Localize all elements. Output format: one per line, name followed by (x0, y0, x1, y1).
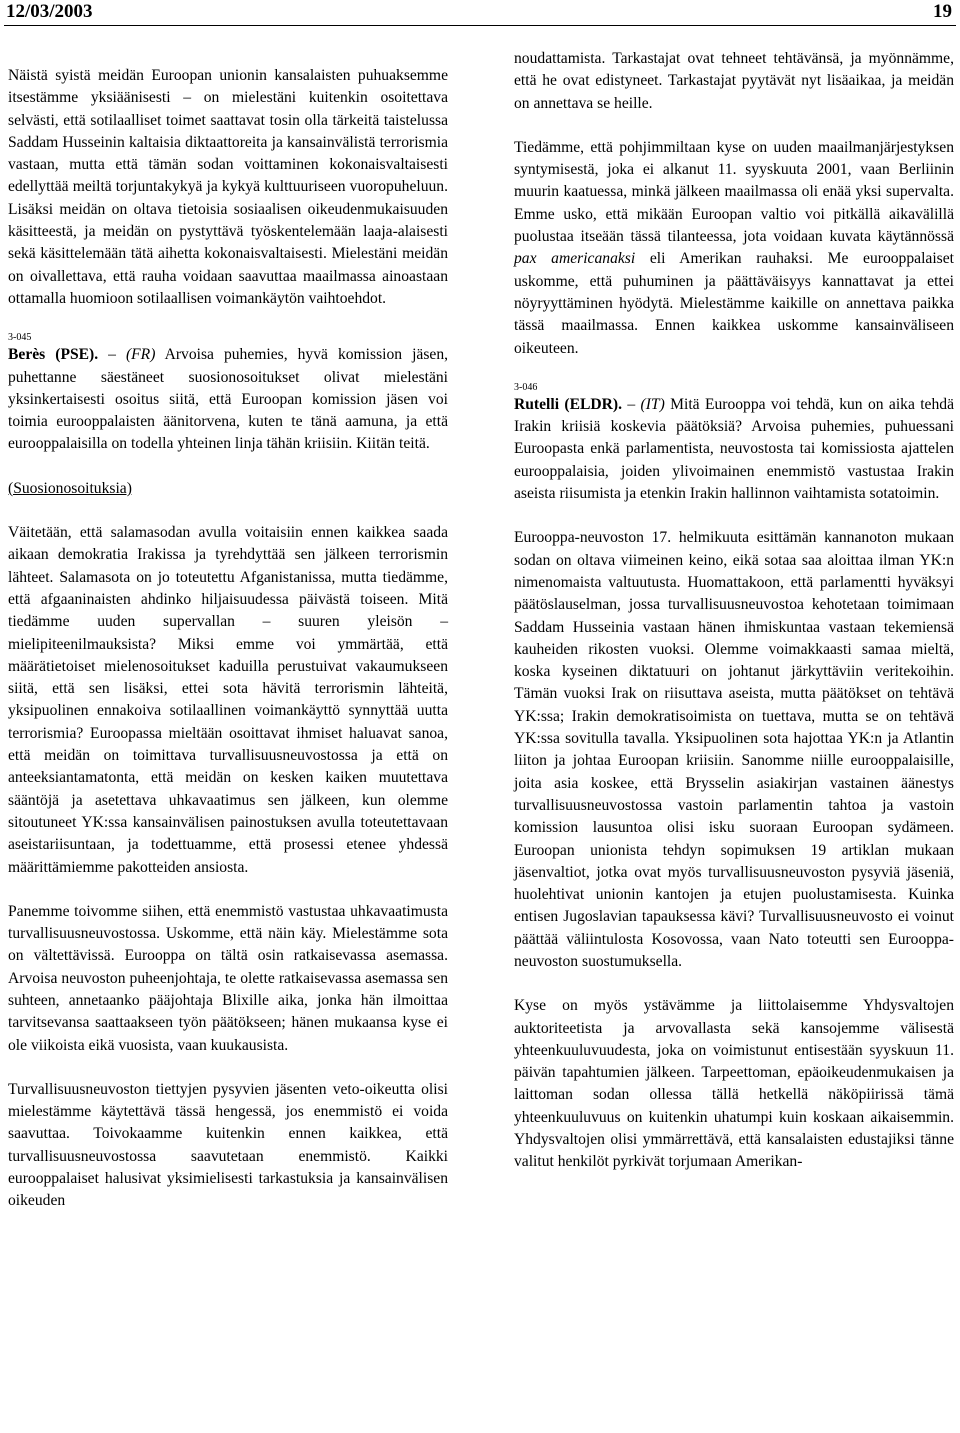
language-tag: (IT) (640, 395, 665, 413)
paragraph (514, 137, 954, 360)
paragraph: Väitetään, että salamasodan avulla voitaisiin ennen kaikkea saada aikaan demokratia Irakissa ja tyrehdyttää sen jälkeen terrorismin lähteet. Salamasota on jo toteutettu Afganistanissa, mutta tiedämme, että afgaaninaisten ahdinko hiljaisuudessa päivästä toiseen. Mitä tiedämme uuden supervallan – suuren yleisön – mielipiteenilmauksista? Miksi emme voi ymmärtää, että määrätietoiset mielenosoitukset kaduilla perustuivat vakaumukseen siitä, että sen lisäksi, ettei sota hävitä terrorismin lähteitä, yksipuolinen ennakoiva sotilaallinen voimankäyttö synnyttää uutta terrorismia? Euroopassa mieltään osoittavat ihmiset haluavat sanoa, että meidän on toimittava turvallisuusneuvostossa ja että on anteeksiantamatonta, että meidän on kesken kaiken muutettava sääntöjä ja asetettava uhkavaatimus sen jälkeen, kun olemme sitoutuneet YK:ssa kansainvälisen painostuksen avulla toteutettavaan aseistariisuntaan, ja todettuamme, että prosessi etenee yhdessä määrittämiemme pakotteiden ansiosta. (8, 524, 448, 876)
speaker-name: Rutelli (ELDR). (514, 395, 623, 413)
right-column (514, 48, 954, 1174)
text-span: eli Amerikan rauhaksi. Me eurooppalaiset uskomme, että puhuminen ja päättäväisyys kannattavat ja ettei nöyryyttäminen hyödytä. Mielestämme kaikille on annettava paikka tässä maailmassa. Ennen kaikkea uskomme kansainväliseen oikeuteen. (514, 250, 954, 357)
speaker-name: Berès (PSE). (8, 346, 99, 364)
paragraph: Eurooppa-neuvoston 17. helmikuuta esittämän kannanoton mukaan sodan on oltava viimeinen keino, eikä sotaa saa aloittaa ilman YK:n nimenomaista valtuutusta. Huomattakoon, että parlamentti hyväksyi päätöslauselman, jossa turvallisuusneuvostoa kehotetaan toimimaan Saddam Husseinia vastaan hänen ihmiskuntaa vastaan tekemiensä kauheiden rikosten vuoksi. Olemme voimakkaasti samaa mieltä, koska kyseinen diktatuuri on johtanut järkyttäviin veritekoihin. Tämän vuoksi Irak on riisuttava aseista, mutta päätökset on tehtävä YK:ssa; Irakin demokratisoimista on tuettava, mutta se on tehtävä YK:ssa sovitulla tavalla. Yksipuolinen sota hajottaa YK:n ja Atlantin liiton ja johtaa Euroopan kriisiin. Sanomme niille eurooppalaisille, joita asia koskee, että Brysselin asiakirjan vastainen äänestys turvallisuusneuvostossa vastoin parlamentin tahtoa ja vastoin komission lausuntoa olisi isku suoraan Euroopan sydämeen. Euroopan unionista tehdyn sopimuksen 19 artiklan mukaan jäsenvaltiot, jotka ovat myös turvallisuusneuvoston pysyviä jäseniä, huolehtivat unionin kantojen ja etujen puolustamisesta. Kuinka entisen Jugoslavian tapauksessa kävi? Turvallisuusneuvosto ei voinut päättää väliintulosta Kosovossa, vaan Nato toteutti sen Eurooppa-neuvoston suostumuksella. (514, 529, 954, 970)
applause-note: (Suosionosoituksia) (8, 479, 132, 497)
paragraph: noudattamista. Tarkastajat ovat tehneet tehtävänsä, ja myönnämme, että he ovat edistyneet. Tarkastajat pyytävät nyt lisäaikaa, ja meidän on annettava se heille. (514, 50, 954, 112)
speech-text: Arvoisa puhemies, hyvä komission jäsen, puhettanne säestäneet suosionosoitukset olivat mielestäni yksinkertaisesti osoitus siitä, että Euroopan komission jäsen voi toimia eurooppalaisten äänitorvena, kuten te tänä aamuna, ja että eurooppalaisilla on todella yhteinen linja tähän kriisiin. Kiitän teitä. (8, 346, 449, 453)
italic-term: pax americanaksi (514, 250, 636, 268)
left-column (8, 65, 448, 1213)
speech-text: Mitä Eurooppa voi tehdä, kun on aika tehdä Irakin kriisiä koskevia päätöksiä? Arvoisa puhemies, puhuessani Euroopasta enkä parlamentista, neuvostosta tai komissiosta ajattelen eurooppalaisia, joiden ylivoimainen enemmistö vastustaa Irakin aseista riisumista ja etenkin Irakin hallinnon vaihtamista sotatoimin. (514, 395, 954, 503)
header-date: 12/03/2003 (6, 1, 93, 22)
paragraph: Panemme toivomme siihen, että enemmistö vastustaa uhkavaatimusta turvallisuusneuvostossa. Uskomme, että näin käy. Mielestämme sota on vältettävissä. Eurooppa on tältä osin ratkaisevassa asemassa. Arvoisa neuvoston puheenjohtaja, te olette ratkaisevassa asemassa sen suhteen, annetaanko pääjohtaja Blixille aika, jonka hän ilmoittaa tarvitsevansa saattaakseen työn päätökseen; hänen mukaansa kyse ei ole viikoista eikä vuosista, vaan kuukausista. (8, 902, 448, 1054)
paragraph: Turvallisuusneuvoston tiettyjen pysyvien jäsenten veto-oikeutta olisi mielestämme käytettävä tässä hengessä, jos enemmistö ei voida saavuttaa. Toivokaamme kuitenkin ennen kaikkea, että turvallisuusneuvostossa saavutetaan enemmistö. Kaikki eurooppalaiset halusivat yksimielisesti tarkastuksia ja kansainvälisen oikeuden (8, 1080, 448, 1210)
speech-paragraph: Berès (PSE). – (FR) Arvoisa puhemies, hyvä komission jäsen, puhettanne säestäneet suosionosoitukset olivat mielestäni yksinkertaisesti osoitus siitä, että Euroopan komission jäsen voi toimia eurooppalaisten äänitorvena, kuten te tänä aamuna, ja että eurooppalaisilla on todella yhteinen linja tähän kriisiin. Kiitän teitä. (8, 346, 449, 453)
reference-number: 3-046 (514, 381, 538, 393)
paragraph: Näistä syistä meidän Euroopan unionin kansalaisten puhuaksemme itsestämme yksiäänisesti – on mielestäni kuitenkin osoitettava selvästi, että sotilaalliset toimet saattavat tosin olla tärkeitä taistelussa Saddam Husseinin kaltaisia diktaattoreita ja kansainvälistä terrorismia vastaan, mutta että tämän sodan voittaminen kokonaisvaltaisesti edellyttää meiltä torjuntakykyä ja kykyä kulttuuriseen vuoropuheluun. Lisäksi meidän on oltava tietoisia sosiaalisen oikeudenmukaisuuden käsitteestä, ja meidän on pystyttävä työskentelemään laaja-alaisesti sekä käsittelemään tätä aihetta kokonaisvaltaisesti. Mielestäni meidän on oivallettava, että rauha voidaan saavuttaa maailmassa ainoastaan ottamalla huomioon sotilaallisen voimankäytön vaihtoehdot. (8, 67, 448, 307)
reference-number: 3-045 (8, 332, 32, 344)
language-tag: (FR) (125, 346, 156, 364)
page-header (6, 0, 952, 22)
speech-paragraph: Rutelli (ELDR). – (IT) Mitä Eurooppa voi tehdä, kun on aika tehdä Irakin kriisiä koskevia päätöksiä? Arvoisa puhemies, puhuessani Euroopasta enkä parlamentista, neuvostosta tai komissiosta ajattelen eurooppalaisia, joiden ylivoimainen enemmistö vastustaa Irakin aseista riisumista ja etenkin Irakin hallinnon vaihtamista sotatoimin. (514, 395, 954, 503)
page-number: 19 (933, 1, 952, 22)
paragraph: Kyse on myös ystävämme ja liittolaisemme Yhdysvaltojen auktoriteetista ja arvovallasta sekä kansojemme välisestä yhteenkuuluvuudesta, joka on voimistunut entisestään syyskuun 11. päivän tapahtumien jälkeen. Tarpeettoman, epäoikeudenmukaisen ja laittoman sodan ollessa tällä hetkellä näköpiirissä tämä yhteenkuuluvuus on kuitenkin uhatumpi kuin koskaan aikaisemmin. Yhdysvaltojen olisi ymmärrettävä, että kansalaisten edustajiksi tänne valitut henkilöt pyrkivät torjumaan Amerikan- (514, 997, 954, 1171)
text-span: Tiedämme, että pohjimmiltaan kyse on uuden maailmanjärjestyksen syntymisestä, joka ei alkanut 11. syyskuuta 2001, vaan Berliinin muurin kaatuessa, minkä jälkeen maailmassa oli enää yksi supervalta. Emme usko, että mikään Euroopan valtio voi pitkällä aikavälillä puolustaa itseään tässä tilanteessa, jota voidaan kuvata käytännössä (514, 138, 954, 246)
header-rule (4, 25, 956, 26)
